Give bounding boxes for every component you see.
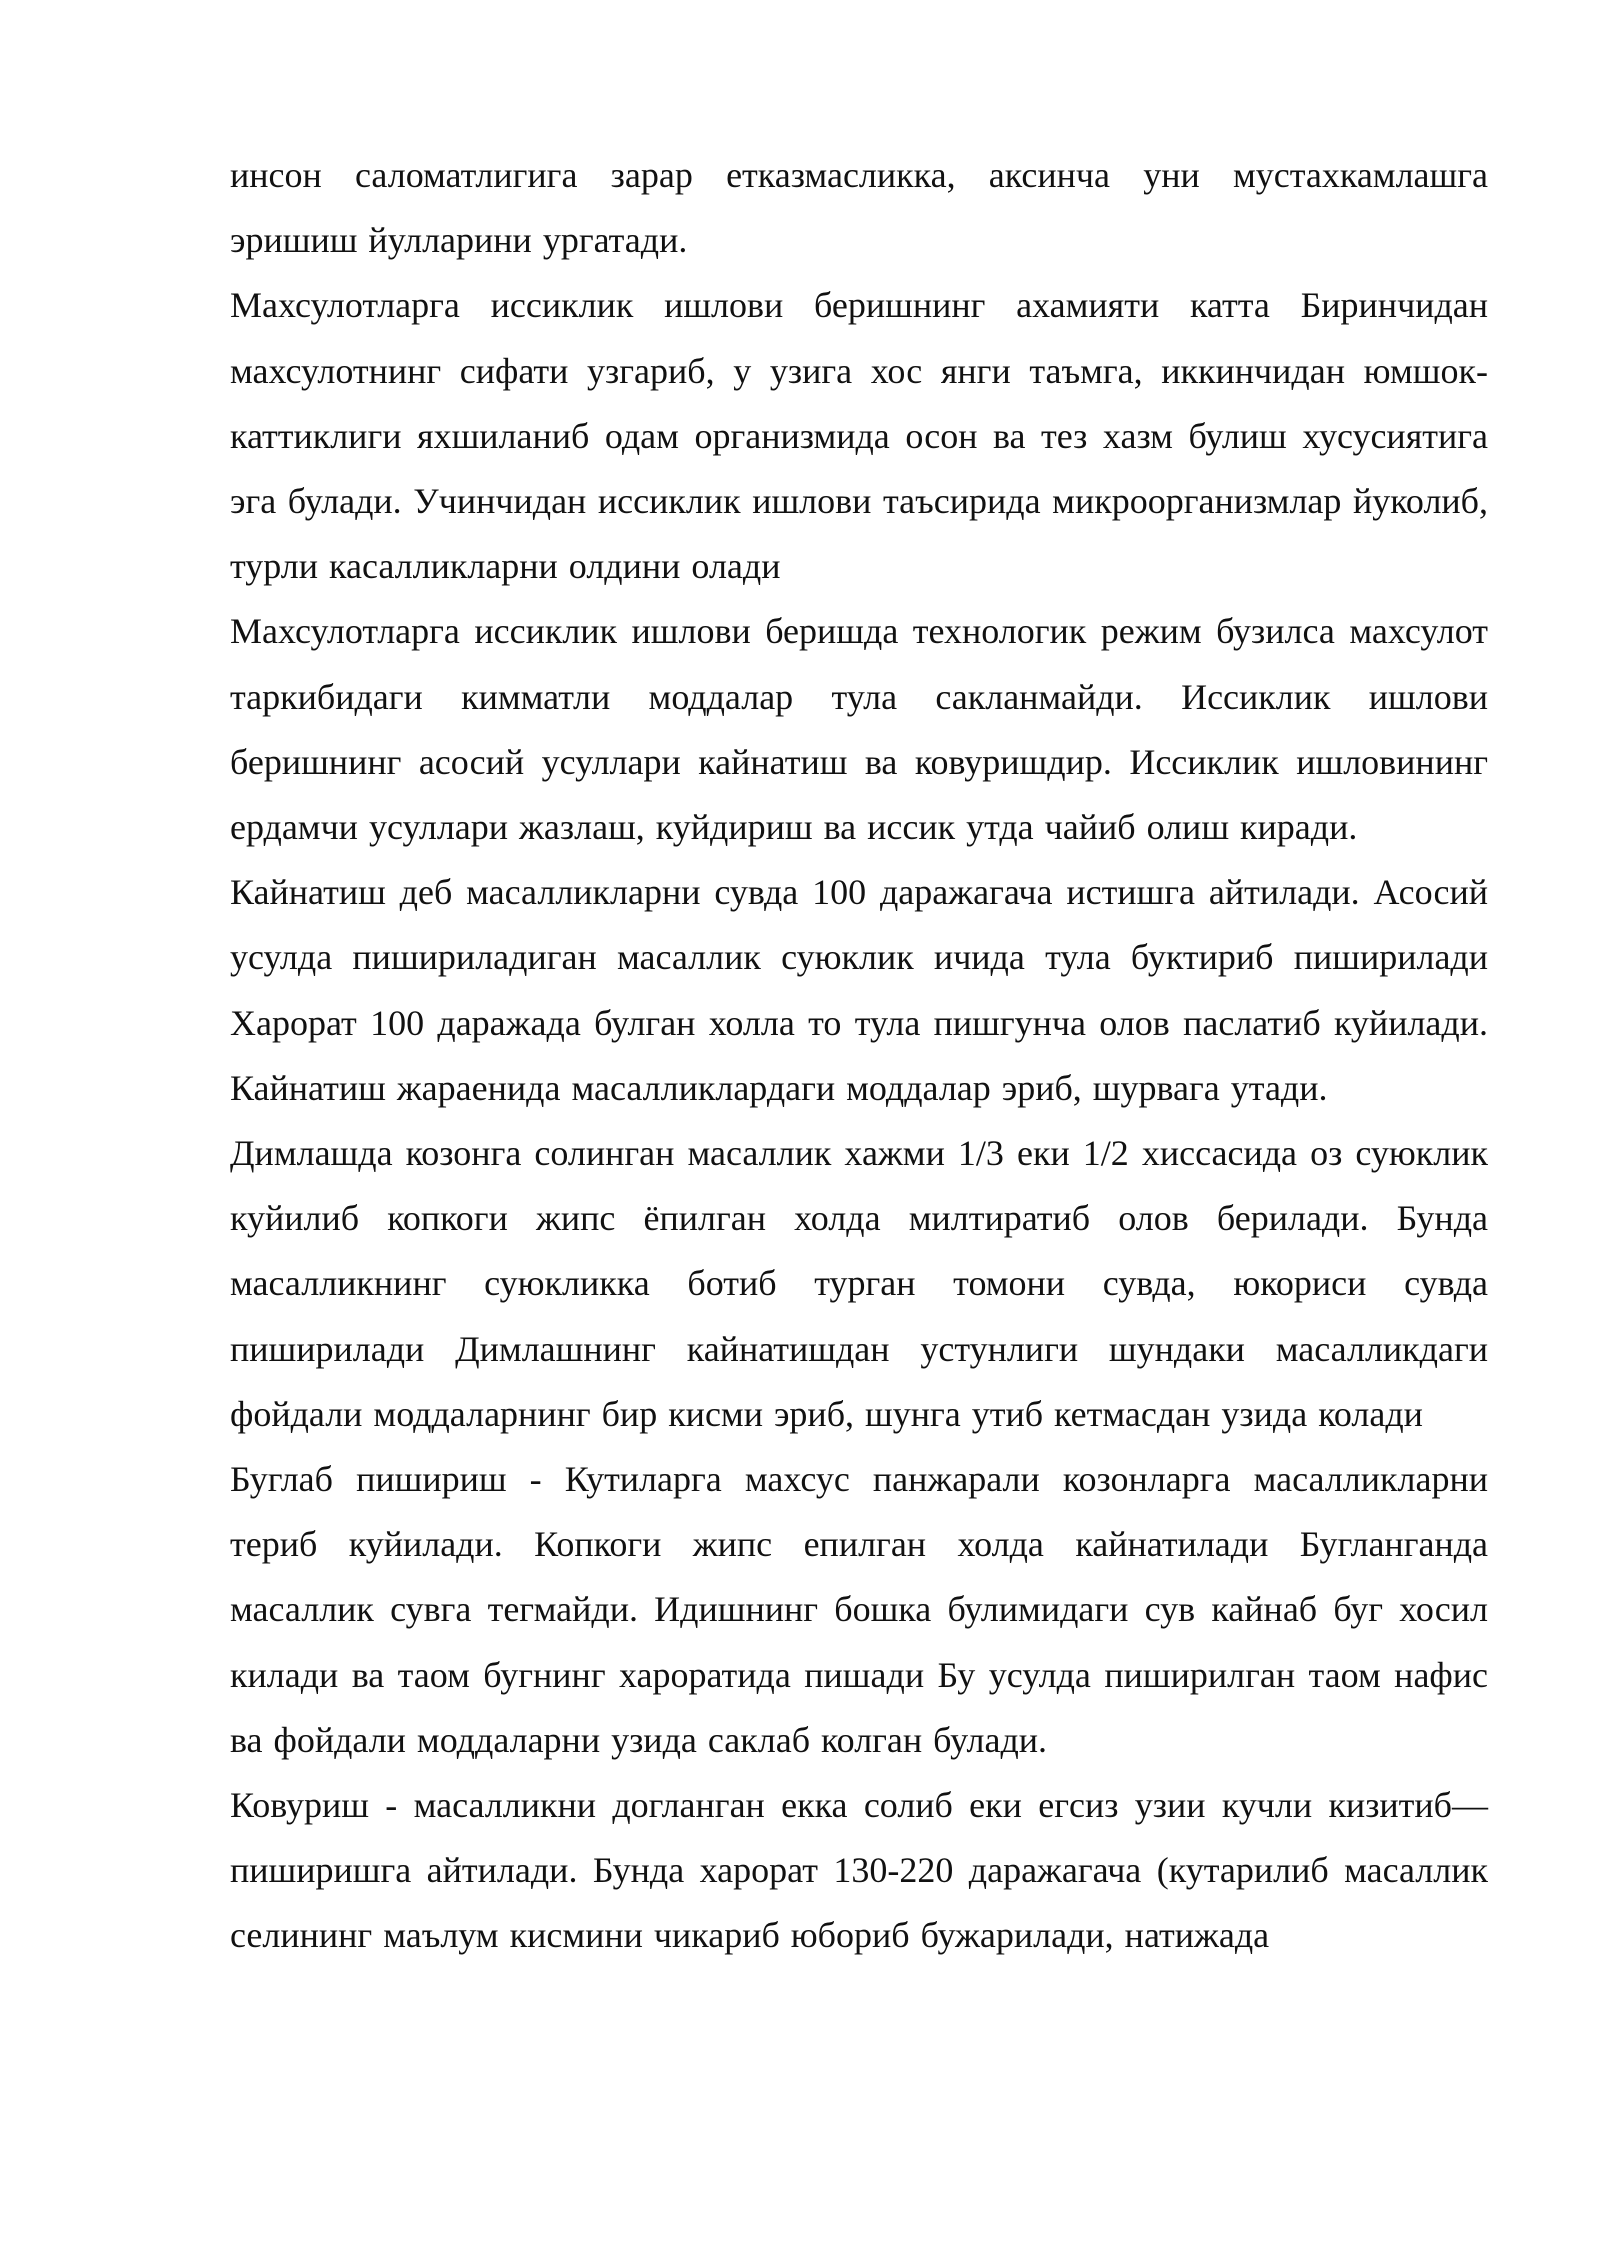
paragraph-heat-treatment-importance: Махсулотларга иссиклик ишлови беришнинг ахамияти катта Биринчидан махсулотнинг сифати узгариб, у узига хос янги таъмга, иккинчидан юмшок-каттиклиги яхшиланиб одам организмида осон ва тез хазм булиш хусусиятига эга булади. Учинчидан иссиклик ишлови таъсирида микроорганизмлар йуколиб, турли касалликларни олдини олади (230, 285, 1488, 587)
paragraph-intro-end: инсон саломатлигига зарар етказмасликка, аксинча уни мустахкамлашга эришиш йулларини ургатади. (230, 155, 1488, 261)
paragraph-steaming: Буглаб пишириш - Кутиларга махсус панжарали козонларга масалликларни териб куйилади. Копкоги жипс епилган холда кайнатилади Бугланганда масаллик сувга тегмайди. Идишнинг бошка булимидаги сув кайнаб буг хосил килади ва таом бугнинг хароратида пишади Бу усулда пиширилган таом нафис ва фойдали моддаларни узида саклаб колган булади. (230, 1459, 1488, 1760)
paragraph-heat-treatment-methods: Махсулотларга иссиклик ишлови беришда технологик режим бузилса махсулот таркибидаги кимматли моддалар тула сакланмайди. Иссиклик ишлови беришнинг асосий усуллари кайнатиш ва ковуришдир. Иссиклик ишловининг ердамчи усуллари жазлаш, куйдириш ва иссик утда чайиб олиш киради. (230, 611, 1488, 848)
paragraph-boiling: Кайнатиш деб масалликларни сувда 100 даражагача истишга айтилади. Асосий усулда пишириладиган масаллик суюклик ичида тула буктириб пиширилади Харорат 100 даражада булган холла то тула пишгунча олов паслатиб куйилади. Кайнатиш жараенида масалликлардаги моддалар эриб, шурвага утади. (230, 872, 1488, 1108)
paragraph-frying: Ковуриш - масалликни догланган екка солиб еки егсиз узии кучли кизитиб— пиширишга айтилади. Бунда харорат 130-220 даражагача (кутарилиб масаллик селининг маълум кисмини чикариб юбориб бужарилади, натижада (230, 1785, 1488, 1956)
document-page (230, 143, 1488, 1969)
paragraph-stewing: Димлашда козонга солинган масаллик хажми 1/3 еки 1/2 хиссасида оз суюклик куйилиб копкоги жипс ёпилган холда милтиратиб олов берилади. Бунда масалликнинг суюкликка ботиб турган томони сувда, юкориси сувда пиширилади Димлашнинг кайнатишдан устунлиги шундаки масалликдаги фойдали моддаларнинг бир кисми эриб, шунга утиб кетмасдан узида колади (230, 1133, 1488, 1434)
